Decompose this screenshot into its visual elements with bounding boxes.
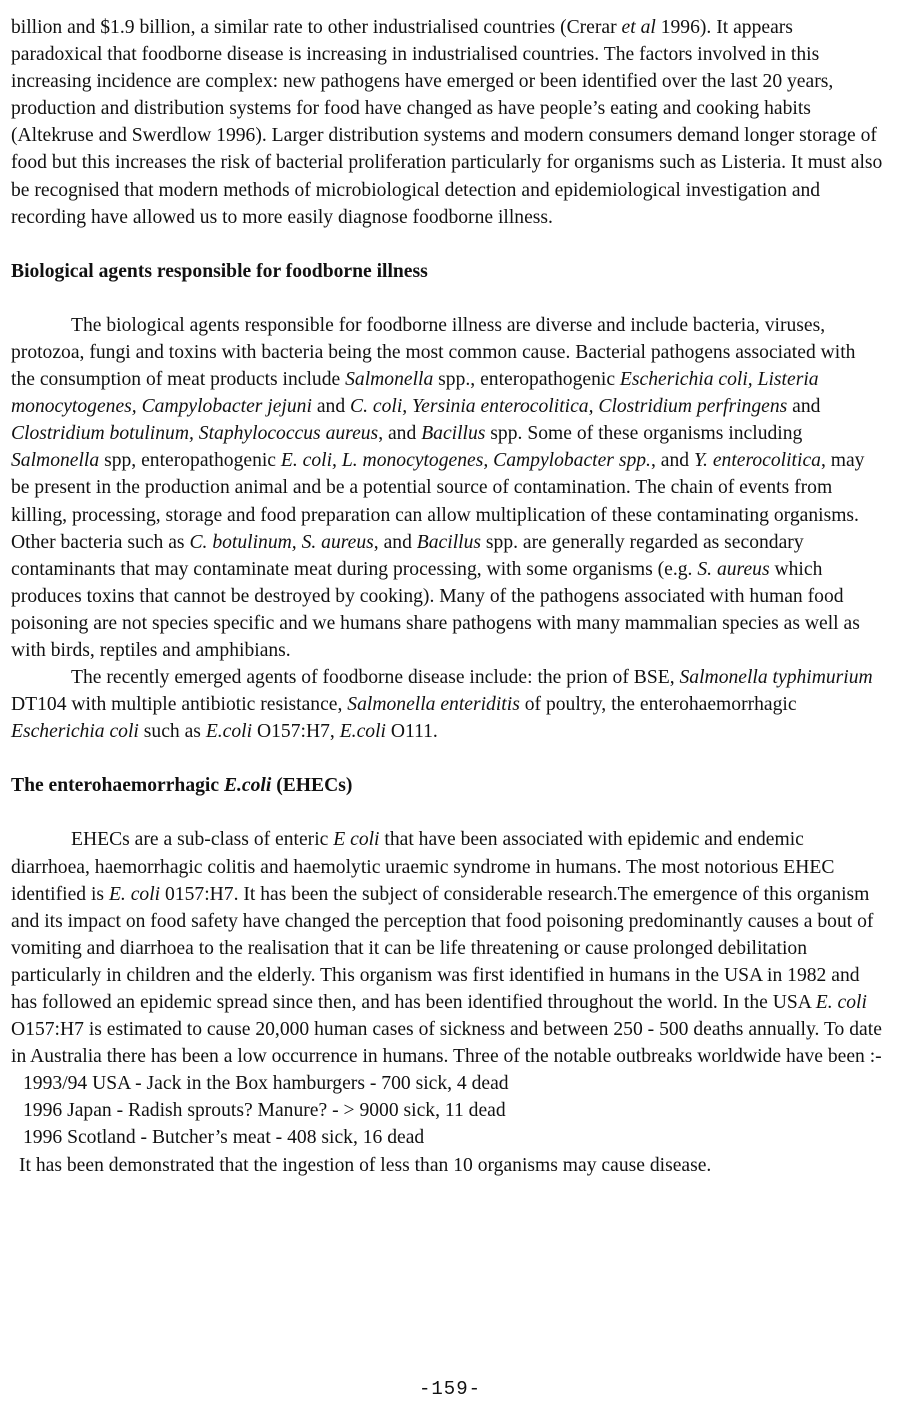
heading-ehec xyxy=(11,772,883,799)
outbreak-item: 1993/94 USA - Jack in the Box hamburgers - 700 sick, 4 dead xyxy=(23,1073,509,1095)
text-run: O111. xyxy=(385,721,438,743)
text-run: , and xyxy=(378,423,422,445)
text-run: The recently emerged agents of foodborne disease include: the prion of BSE, xyxy=(71,667,680,689)
page-number: -159- xyxy=(418,1378,481,1400)
text-run: of poultry, the enterohaemorrhagic xyxy=(519,694,797,716)
text-run: billion and $1.9 billion, a similar rate to other industrialised countries (Crerar xyxy=(11,17,622,38)
italic-text-run: Escherichia coli xyxy=(11,721,139,743)
ehec-final-sentence: It has been demonstrated that the ingestion of less than 10 organisms may cause disease. xyxy=(19,1154,712,1176)
text-run: , may be present in the production animal and be a potential source of contamination. The chain of events from killing, processing, storage and food preparation can allow multiplication of these contaminating organisms. Other bacteria such as xyxy=(11,450,865,553)
text-run: DT104 with multiple antibiotic resistance, xyxy=(11,694,348,716)
outbreak-list xyxy=(11,1070,883,1151)
text-run: and xyxy=(787,396,821,418)
text-run: O157:H7, xyxy=(252,721,340,743)
text-run: spp. Some of these organisms including xyxy=(485,423,803,445)
italic-text-run: E coli xyxy=(333,829,380,851)
italic-text-run: Salmonella enteriditis xyxy=(347,694,520,716)
biological-paragraph-1 xyxy=(11,312,883,664)
italic-text-run: S. aureus xyxy=(697,558,770,580)
text-run: and xyxy=(311,396,351,418)
italic-text-run: E.coli xyxy=(223,775,272,797)
heading-biological-agents xyxy=(11,258,883,285)
italic-text-run: E. coli xyxy=(108,883,161,905)
italic-text-run: Salmonella typhimurium xyxy=(679,667,873,689)
text-run: O157:H7 is estimated to cause 20,000 human cases of sickness and between 250 - 500 deaths annually. To date in Australia there has been a low occurrence in humans. Three of the notable outbreaks worldwide have been :- xyxy=(11,1019,882,1068)
intro-paragraph xyxy=(11,14,883,231)
text-run: spp, enteropathogenic xyxy=(99,450,281,472)
outbreak-item: 1996 Japan - Radish sprouts? Manure? - > 9000 sick, 11 dead xyxy=(23,1100,506,1122)
italic-text-run: Escherichia coli, Listeria monocytogenes, Campylobacter jejuni xyxy=(11,369,819,418)
text-run: , and xyxy=(373,531,417,553)
italic-text-run: Clostridium botulinum, Staphylococcus aureus xyxy=(11,423,379,445)
text-run: spp., enteropathogenic xyxy=(433,369,620,391)
italic-text-run: E.coli xyxy=(339,721,386,743)
text-run: , and xyxy=(650,450,694,472)
italic-text-run: et al xyxy=(621,17,656,38)
text-run: which produces toxins that cannot be destroyed by cooking). Many of the pathogens associated with human food poisoning are not species specific and we humans share pathogens with many mammalian species as well as with birds, reptiles and amphibians. xyxy=(11,558,860,661)
text-run: Biological agents responsible for foodborne illness xyxy=(11,260,428,282)
italic-text-run: Salmonella xyxy=(345,369,434,391)
italic-text-run: E.coli xyxy=(205,721,253,743)
text-run: 1996). It appears paradoxical that foodborne disease is increasing in industrialised countries. The factors involved in this increasing incidence are complex: new pathogens have emerged or been identified over the last 20 years, production and distribution systems for food have changed as have people’s eating and cooking habits (Altekruse and Swerdlow 1996). Larger distribution systems and modern consumers demand longer storage of food but this increases the risk of bacterial proliferation particularly for organisms such as Listeria. It must also be recognised that modern methods of microbiological detection and epidemiological investigation and recording have allowed us to more easily diagnose foodborne illness. xyxy=(11,17,883,228)
italic-text-run: Salmonella xyxy=(11,450,100,472)
text-run: 0157:H7. It has been the subject of considerable research.The emergence of this organism and its impact on food safety have changed the perception that food poisoning predominantly causes a bout of vomiting and diarrhoea to the realisation that it can be life threatening or cause prolonged debilitation particularly in children and the elderly. This organism was first identified in humans in the USA in 1982 and has followed an epidemic spread since then, and has been identified throughout the world. In the USA xyxy=(11,883,874,1013)
ehec-paragraph-1 xyxy=(11,826,883,1070)
text-run: spp. are generally regarded as secondary contaminants that may contaminate meat during processing, with some organisms (e.g. xyxy=(11,531,804,580)
italic-text-run: C. coli, Yersinia enterocolitica, Clostridium perfringens xyxy=(350,396,788,418)
document-page xyxy=(11,14,883,1179)
outbreak-item: 1996 Scotland - Butcher’s meat - 408 sick, 16 dead xyxy=(23,1127,425,1149)
text-run: (EHECs) xyxy=(271,775,353,797)
italic-text-run: Bacillus xyxy=(421,423,486,445)
text-run: such as xyxy=(138,721,206,743)
italic-text-run: E. coli, L. monocytogenes, Campylobacter spp. xyxy=(280,450,651,472)
italic-text-run: C. botulinum, S. aureus xyxy=(189,531,374,553)
text-run: EHECs are a sub-class of enteric xyxy=(71,829,334,851)
text-run: The biological agents responsible for foodborne illness are diverse and include bacteria, viruses, protozoa, fungi and toxins with bacteria being the most common cause. Bacterial pathogens associated with the consumption of meat products include xyxy=(11,314,856,391)
biological-paragraph-2 xyxy=(11,664,883,745)
italic-text-run: Y. enterocolitica xyxy=(693,450,821,472)
italic-text-run: E. coli xyxy=(815,992,867,1013)
italic-text-run: Bacillus xyxy=(416,531,482,553)
text-run: that have been associated with epidemic and endemic diarrhoea, haemorrhagic colitis and haemolytic uraemic syndrome in humans. The most notorious EHEC identified is xyxy=(11,829,835,905)
text-run: The enterohaemorrhagic xyxy=(11,775,224,797)
